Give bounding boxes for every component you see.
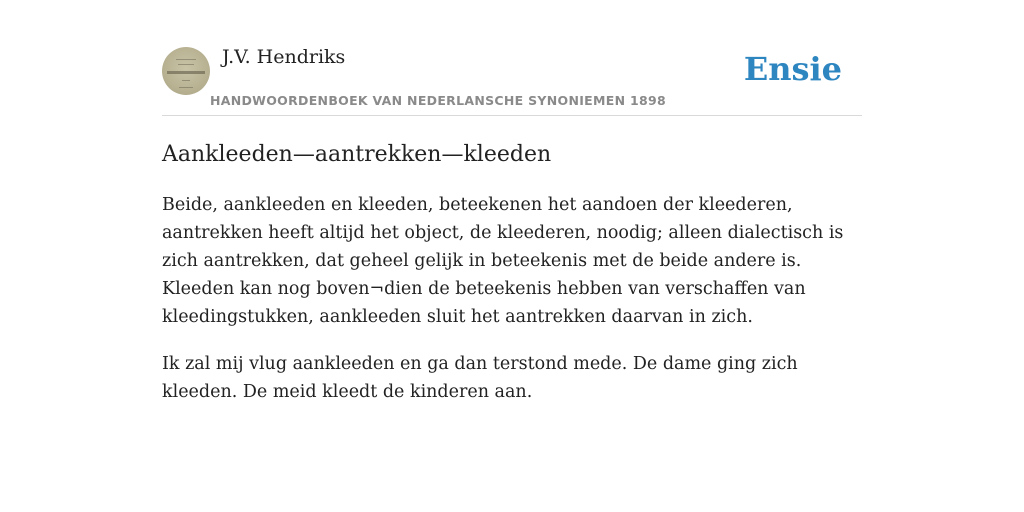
ensie-logo[interactable]: Ensie (743, 50, 842, 88)
author-name[interactable]: J.V. Hendriks (222, 46, 346, 68)
entry-example: Ik zal mij vlug aankleeden en ga dan terstond mede. De dame ging zich kleeden. De meid kleedt de kinderen aan. (162, 354, 798, 402)
entry-header (162, 44, 862, 116)
entry-card (162, 44, 862, 406)
book-cover-icon[interactable] (162, 47, 210, 95)
source-title[interactable]: HANDWOORDENBOEK VAN NEDERLANSCHE SYNONIEMEN 1898 (210, 93, 667, 108)
entry-title: Aankleeden—aantrekken—kleeden (162, 142, 552, 167)
entry-paragraph: Beide, aankleeden en kleeden, beteekenen het aandoen der kleederen, aantrekken heeft altijd het object, de kleederen, noodig; alleen dialectisch is zich aantrekken, dat geheel gelijk in beteekenis met de beide andere is. Kleeden kan nog boven¬dien de beteekenis hebben van verschaffen van kleedingstukken, aankleeden sluit het aantrekken daarvan in zich. (162, 195, 844, 327)
